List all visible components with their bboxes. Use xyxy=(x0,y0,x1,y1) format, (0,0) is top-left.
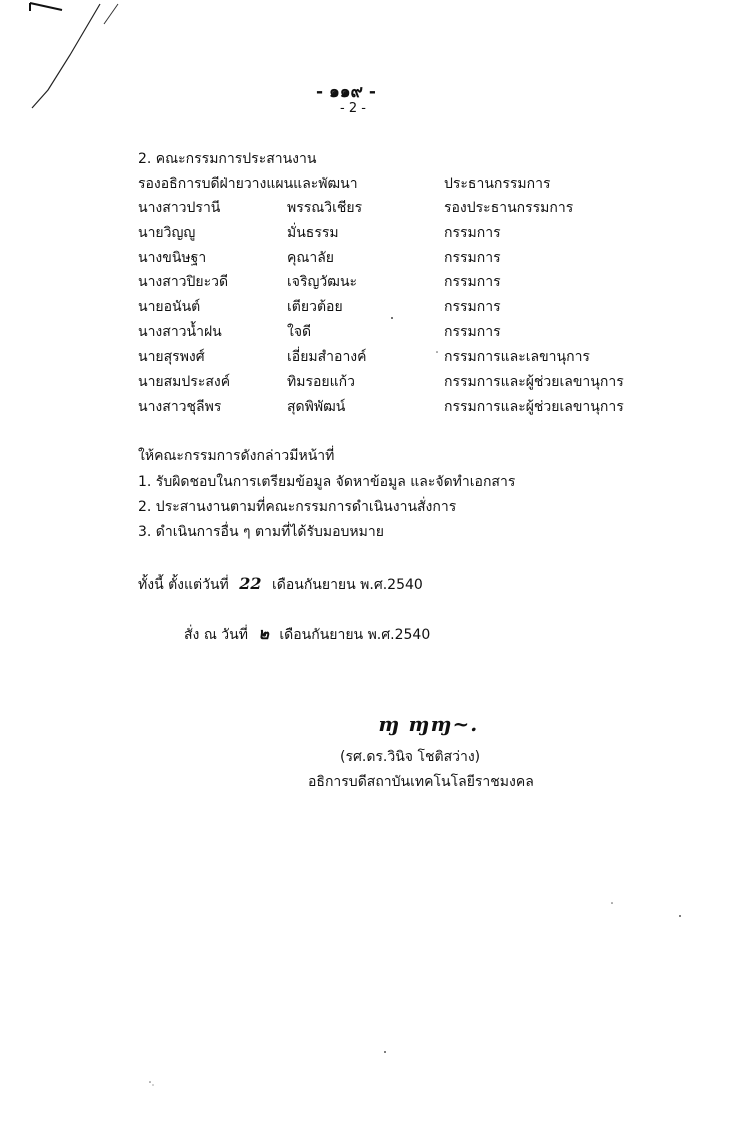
member-role: กรรมการ xyxy=(444,274,501,290)
member-title-name: นายสุรพงศ์ xyxy=(138,349,205,365)
member-title-name: นายวิญญู xyxy=(138,225,196,241)
signature-scribble: ɱ ɱɱ~. xyxy=(378,712,479,736)
page-number-thai: - ๑๑๙ - xyxy=(316,82,376,102)
member-role: กรรมการและผู้ช่วยเลขานุการ xyxy=(444,374,624,390)
member-surname: ใจดี xyxy=(287,324,312,340)
member-role: กรรมการ xyxy=(444,324,501,340)
member-surname: ทิมรอยแก้ว xyxy=(287,374,355,390)
effective-date-line xyxy=(138,575,423,594)
member-surname: สุดพิพัฒน์ xyxy=(287,399,346,415)
order-date-line xyxy=(184,625,430,644)
member-surname: เจริญวัฒนะ xyxy=(287,274,358,290)
order-suffix: เดือนกันยายน พ.ศ.2540 xyxy=(279,627,431,643)
effective-prefix: ทั้งนี้ ตั้งแต่วันที่ xyxy=(138,577,229,593)
member-surname: เตียวต้อย xyxy=(287,299,343,315)
member-role: กรรมการ xyxy=(444,299,501,315)
order-prefix: สั่ง ณ วันที่ xyxy=(184,627,248,643)
member-role: กรรมการ xyxy=(444,250,501,266)
member-role: กรรมการและผู้ช่วยเลขานุการ xyxy=(444,399,624,415)
duty-item: 3. ดำเนินการอื่น ๆ ตามที่ได้รับมอบหมาย xyxy=(138,524,384,540)
chair-position: รองอธิการบดีฝ่ายวางแผนและพัฒนา xyxy=(138,176,358,192)
order-day-handwritten: ๒ xyxy=(258,624,269,643)
member-title-name: นางสาวน้ำฝน xyxy=(138,324,222,340)
duties-intro: ให้คณะกรรมการดังกล่าวมีหน้าที่ xyxy=(138,448,335,464)
member-surname: พรรณวิเชียร xyxy=(287,200,363,216)
duty-item: 1. รับผิดชอบในการเตรียมข้อมูล จัดหาข้อมูล และจัดทำเอกสาร xyxy=(138,474,516,490)
effective-suffix: เดือนกันยายน พ.ศ.2540 xyxy=(271,577,423,593)
member-title-name: นางขนิษฐา xyxy=(138,250,207,266)
member-surname: มั่นธรรม xyxy=(287,225,339,241)
signer-position: อธิการบดีสถาบันเทคโนโลยีราชมงคล xyxy=(308,774,534,790)
member-role: กรรมการและเลขานุการ xyxy=(444,349,590,365)
member-role: รองประธานกรรมการ xyxy=(444,200,574,216)
member-surname: เอี่ยมสำอางค์ xyxy=(287,349,367,365)
member-title-name: นางสาวปิยะวดี xyxy=(138,274,229,290)
member-title-name: นางสาวชุลีพร xyxy=(138,399,222,415)
signer-name: (รศ.ดร.วินิจ โชติสว่าง) xyxy=(340,749,481,765)
member-role: กรรมการ xyxy=(444,225,501,241)
duty-item: 2. ประสานงานตามที่คณะกรรมการดำเนินงานสั่งการ xyxy=(138,499,457,515)
member-title-name: นายสมประสงค์ xyxy=(138,374,231,390)
member-title-name: นางสาวปรานี xyxy=(138,200,221,216)
member-surname: คุณาลัย xyxy=(287,250,334,266)
chair-role: ประธานกรรมการ xyxy=(444,176,551,192)
member-title-name: นายอนันต์ xyxy=(138,299,201,315)
effective-day-handwritten: 22 xyxy=(239,574,262,593)
section-title: 2. คณะกรรมการประสานงาน xyxy=(138,151,317,167)
page-number-arabic: - 2 - xyxy=(340,101,366,116)
